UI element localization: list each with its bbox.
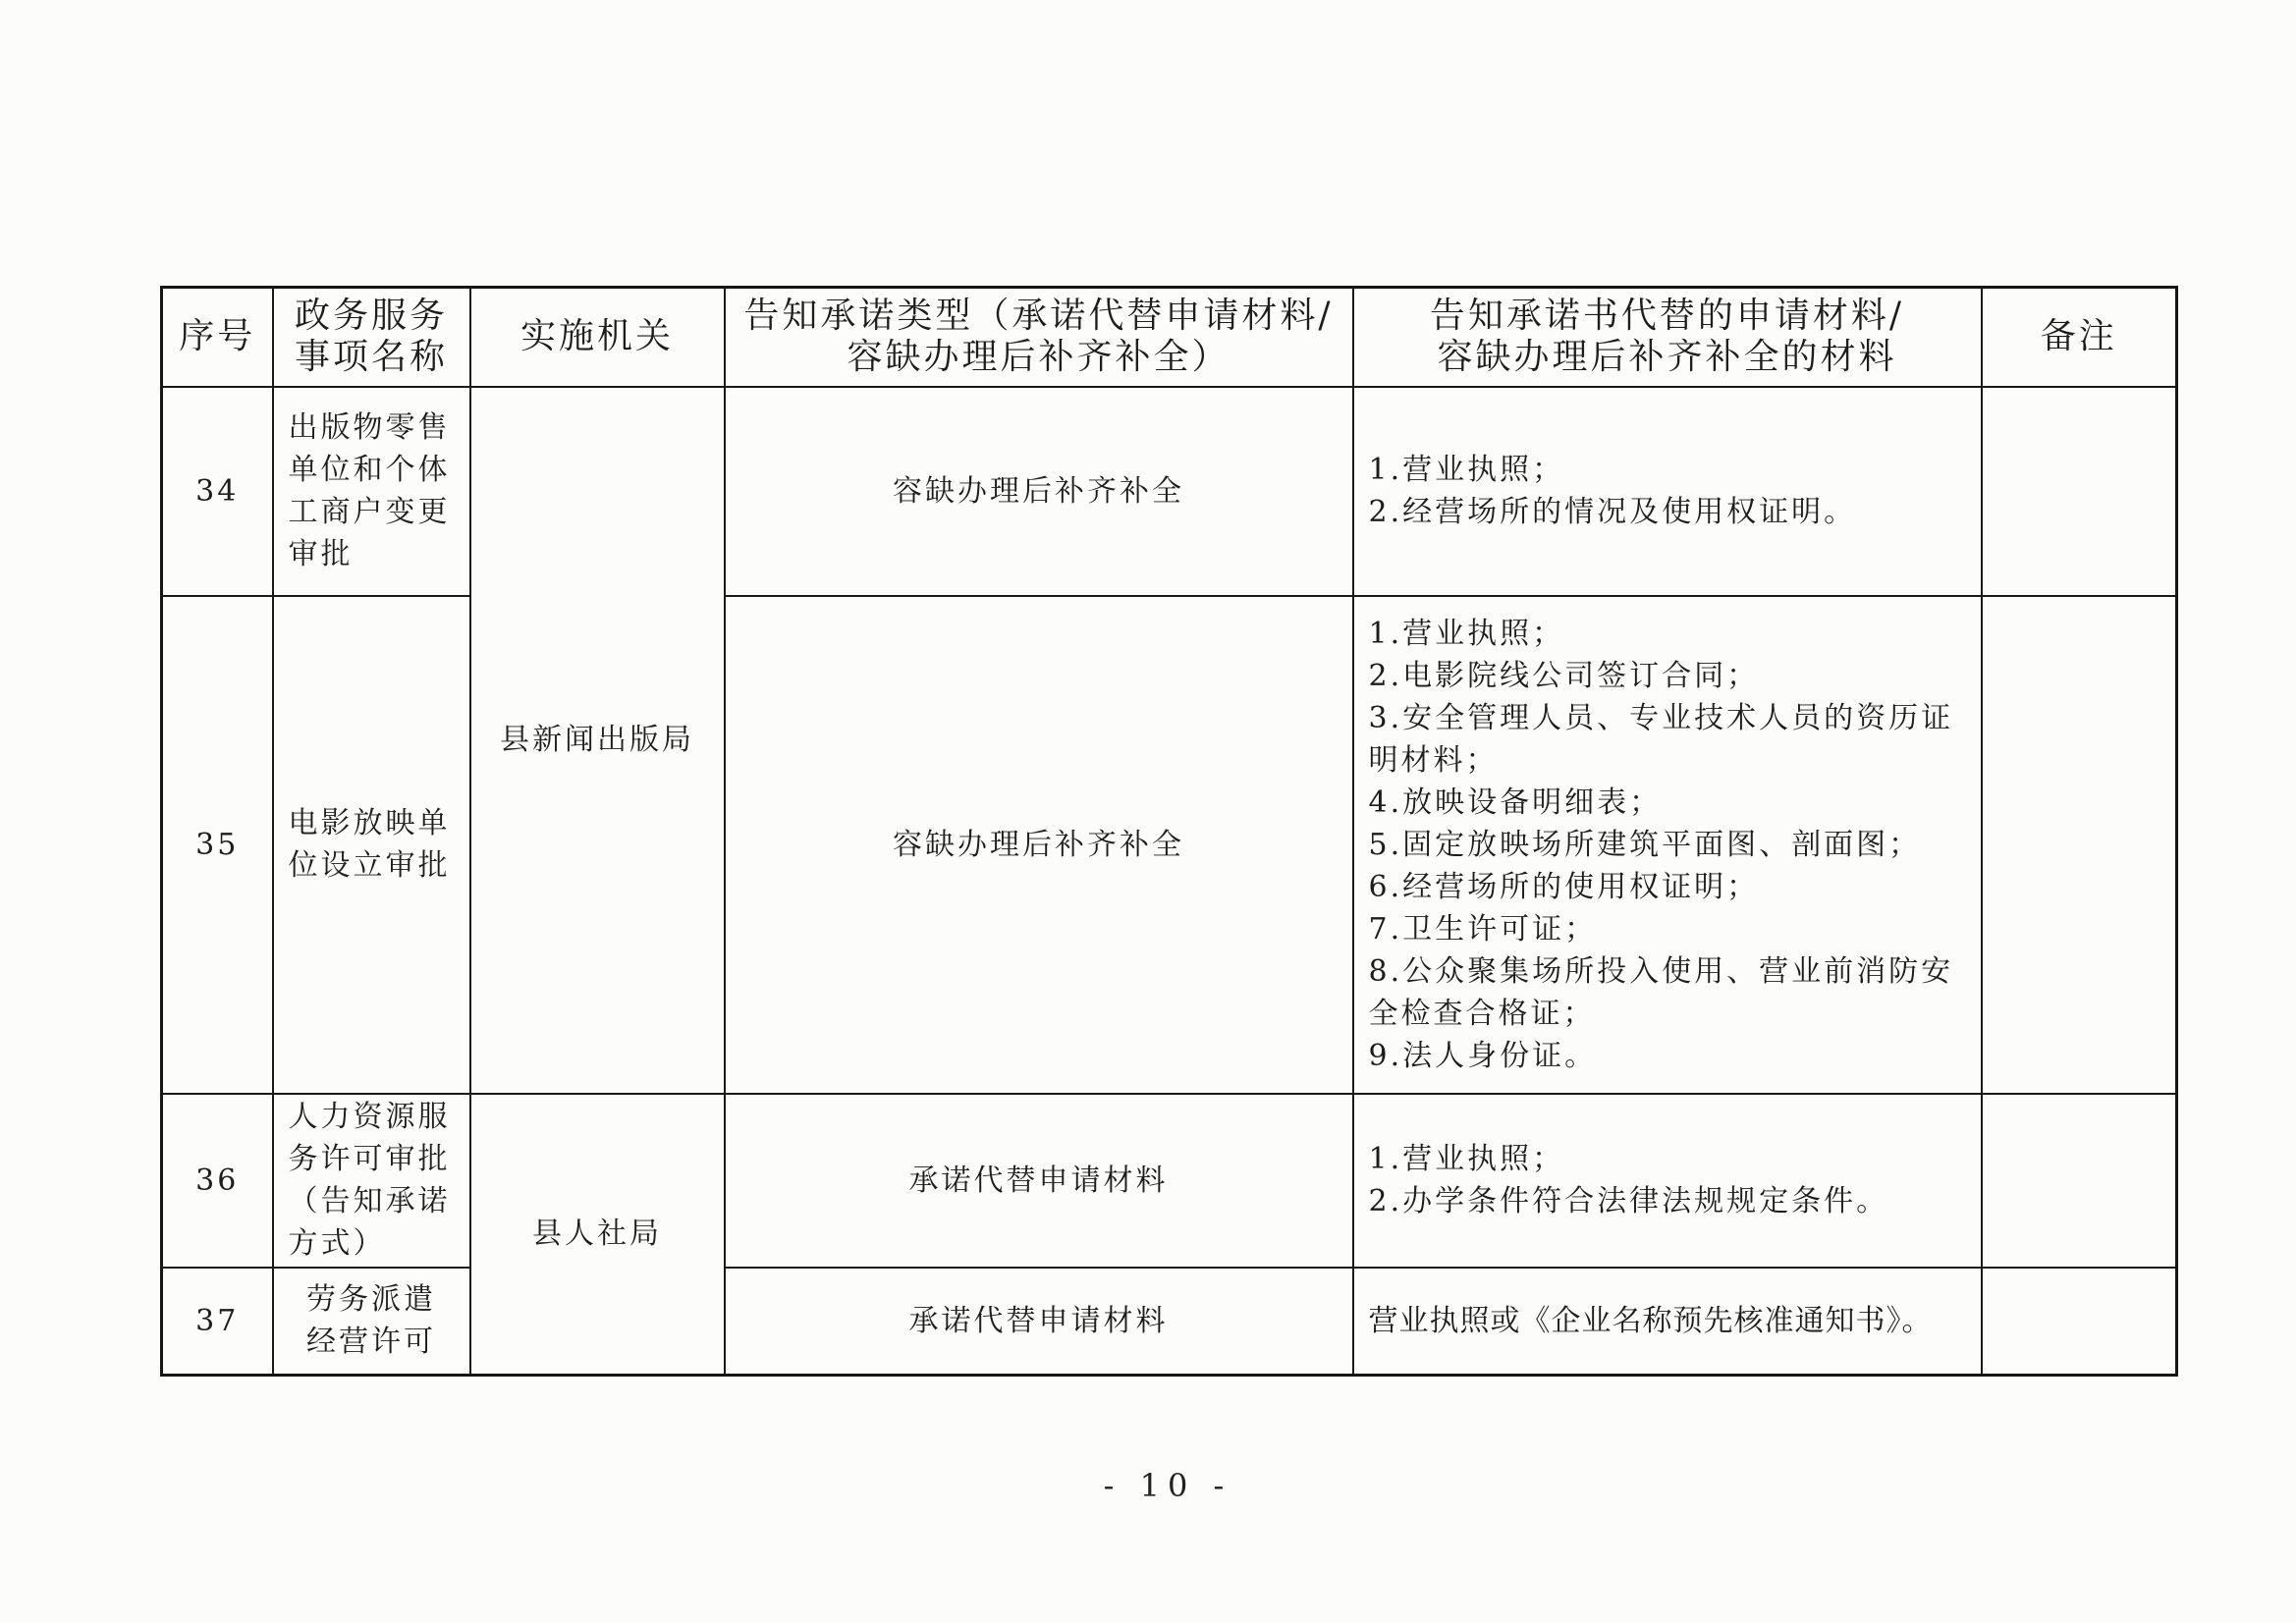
row-item-name (273, 1268, 470, 1376)
item-name-line: 务许可审批 (288, 1142, 451, 1176)
table-row (162, 387, 2177, 596)
item-name-line: 单位和个体 (288, 453, 451, 487)
header-remark: 备注 (1982, 288, 2177, 387)
service-items-table (160, 286, 2178, 1377)
material-item: 4.放映设备明细表； (1368, 784, 1663, 820)
item-name-line: 经营许可 (306, 1325, 436, 1360)
material-item: 8.公众聚集场所投入使用、营业前消防安全检查合格证； (1368, 953, 1954, 1031)
row-remark (1982, 1094, 2177, 1268)
row-seq: 36 (162, 1094, 273, 1268)
material-item: 2.电影院线公司签订合同； (1368, 658, 1760, 693)
item-name-line: （告知承诺 (288, 1184, 451, 1218)
material-item: 7.卫生许可证； (1368, 911, 1598, 947)
row-agency: 县新闻出版局 (470, 387, 725, 1094)
header-agency: 实施机关 (470, 288, 725, 387)
row-remark (1982, 1268, 2177, 1376)
row-materials (1353, 1094, 1982, 1268)
row-item-name (273, 596, 470, 1094)
table-row (162, 1268, 2177, 1376)
material-item: 9.法人身份证。 (1368, 1038, 1598, 1073)
material-item: 1.营业执照； (1368, 1142, 1565, 1176)
row-commitment-type: 承诺代替申请材料 (725, 1094, 1353, 1268)
row-seq: 34 (162, 387, 273, 596)
item-name-line: 方式） (288, 1226, 386, 1261)
material-item: 营业执照或《企业名称预先核准通知书》。 (1368, 1303, 1933, 1338)
header-commitment-type-line: 告知承诺类型（承诺代替申请材料/ (743, 296, 1334, 337)
header-materials-line: 告知承诺书代替的申请材料/ (1429, 296, 1905, 337)
header-commitment-type (725, 288, 1353, 387)
row-materials (1353, 1268, 1982, 1376)
table-row (162, 1094, 2177, 1268)
material-item: 5.固定放映场所建筑平面图、剖面图； (1368, 827, 1922, 862)
item-name-line: 审批 (288, 537, 354, 571)
material-item: 2.经营场所的情况及使用权证明。 (1368, 495, 1857, 529)
row-seq: 35 (162, 596, 273, 1094)
material-item: 1.营业执照； (1368, 453, 1565, 487)
material-item: 6.经营场所的使用权证明； (1368, 869, 1760, 904)
row-agency: 县人社局 (470, 1094, 725, 1376)
row-seq: 37 (162, 1268, 273, 1376)
item-name-line: 劳务派遣 (306, 1282, 436, 1318)
material-item: 2.办学条件符合法律法规规定条件。 (1368, 1184, 1889, 1218)
row-commitment-type: 容缺办理后补齐补全 (725, 596, 1353, 1094)
row-remark (1982, 596, 2177, 1094)
table-header-row (162, 288, 2177, 387)
header-materials (1353, 288, 1982, 387)
row-commitment-type: 容缺办理后补齐补全 (725, 387, 1353, 596)
item-name-line: 人力资源服 (288, 1100, 451, 1134)
row-remark (1982, 387, 2177, 596)
page-number: - 10 - (1103, 1467, 1232, 1504)
table-row (162, 596, 2177, 1094)
header-materials-line: 容缺办理后补齐补全的材料 (1437, 337, 1897, 378)
item-name-line: 出版物零售 (288, 410, 451, 445)
header-item-name-line: 事项名称 (294, 337, 448, 378)
material-item: 3.安全管理人员、专业技术人员的资历证明材料； (1368, 700, 1954, 778)
row-item-name (273, 387, 470, 596)
header-item-name-line: 政务服务 (294, 296, 448, 337)
row-materials (1353, 387, 1982, 596)
item-name-line: 电影放映单 (288, 806, 451, 840)
item-name-line: 位设立审批 (288, 848, 451, 883)
header-item-name (273, 288, 470, 387)
item-name-line: 工商户变更 (288, 495, 451, 529)
header-commitment-type-line: 容缺办理后补齐补全） (847, 337, 1230, 378)
material-item: 1.营业执照； (1368, 616, 1565, 651)
row-item-name (273, 1094, 470, 1268)
header-seq: 序号 (162, 288, 273, 387)
row-materials (1353, 596, 1982, 1094)
row-commitment-type: 承诺代替申请材料 (725, 1268, 1353, 1376)
